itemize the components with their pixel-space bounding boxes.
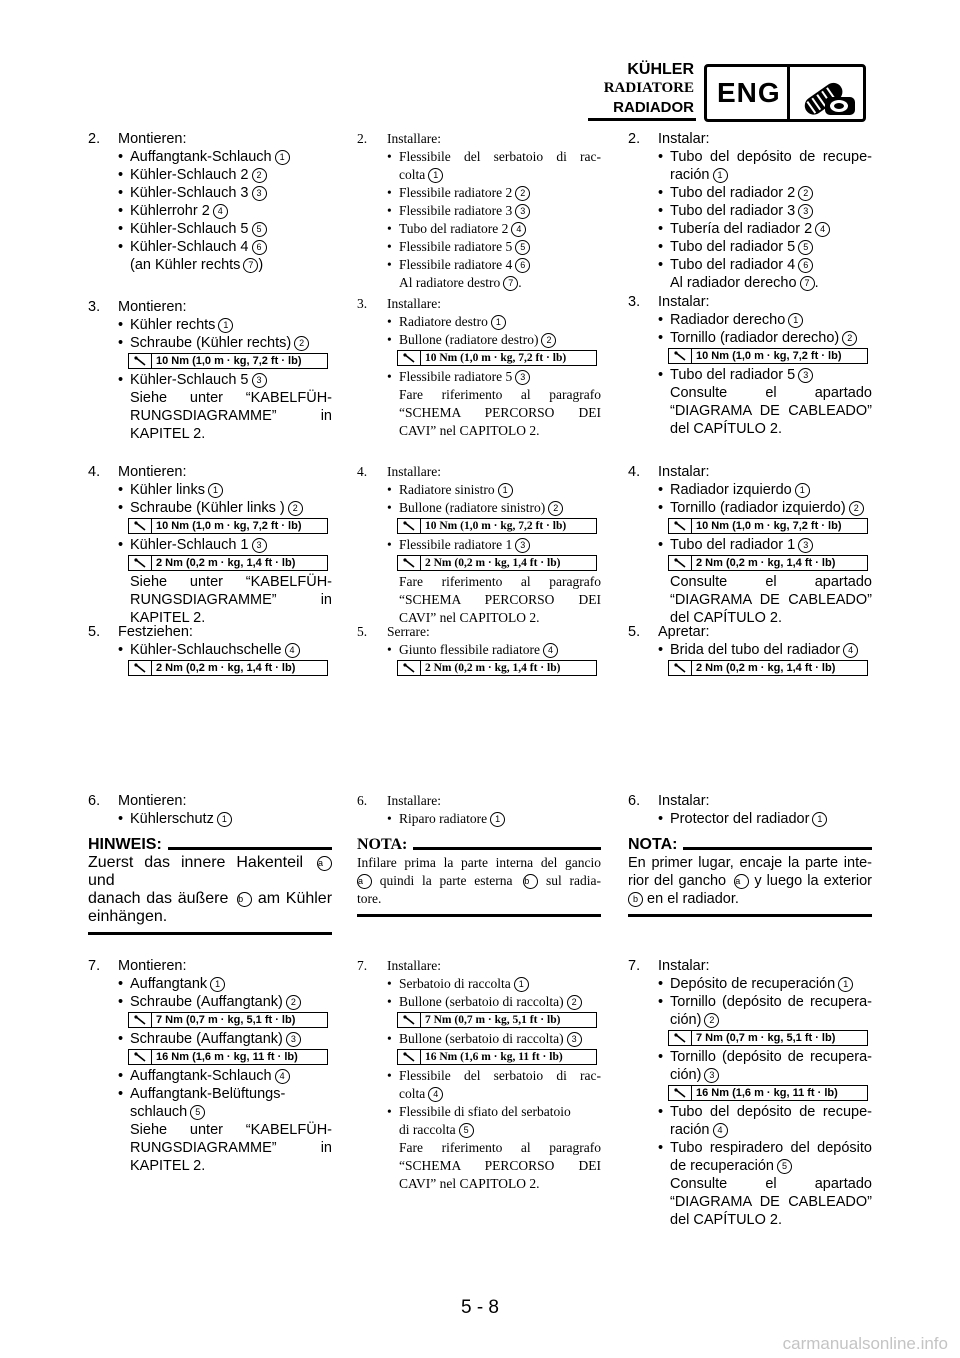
torque-spec: 10 Nm (1,0 m · kg, 7,2 ft · lb) — [668, 348, 868, 364]
torque-wrench-icon — [398, 519, 421, 533]
list-item: • Tubo del depósito de recupe- — [628, 148, 872, 166]
es-step-6 — [628, 792, 872, 917]
reference-text: Consulte el apartado — [670, 574, 872, 590]
callout-3: 3 — [515, 370, 530, 385]
list-item: • Schraube (Auffangtank) 3 — [88, 1030, 332, 1048]
step-title: Instalar: — [658, 793, 710, 809]
list-continuation: de recuperación 5 — [628, 1157, 872, 1175]
callout-5: 5 — [777, 1159, 792, 1174]
it-note: NOTA: Infilare prima la parte interna del gancio a quindi la parte esterna b sul radia- tore. — [357, 836, 601, 917]
es-step-2 — [628, 130, 872, 292]
torque-wrench-icon — [398, 661, 421, 675]
callout-4: 4 — [543, 643, 558, 658]
list-item: • Tornillo (depósito de recupera- — [628, 993, 872, 1011]
reference-text: “DIAGRAMA DE CABLEADO” — [670, 1194, 872, 1210]
list-item: • Tubo del radiador 2 2 — [628, 184, 872, 202]
list-item: • Tornillo (depósito de recupera- — [628, 1048, 872, 1066]
list-item: • Auffangtank-Belüftungs- — [88, 1085, 332, 1103]
it-step-5 — [357, 623, 601, 678]
torque-wrench-icon — [398, 556, 421, 570]
de-step-6 — [88, 792, 332, 935]
list-item: • Kühlerrohr 2 4 — [88, 202, 332, 220]
list-item: • Kühler rechts 1 — [88, 316, 332, 334]
torque-wrench-icon — [669, 519, 692, 533]
torque-wrench-icon — [669, 556, 692, 570]
torque-spec: 7 Nm (0,7 m · kg, 5,1 ft · lb) — [668, 1030, 868, 1046]
step-title: Installare: — [387, 958, 441, 973]
reference-text: Fare riferimento al paragrafo — [399, 1140, 601, 1155]
de-step-7 — [88, 957, 332, 1175]
step-title: Instalar: — [658, 294, 710, 310]
list-item: • Riparo radiatore 1 — [357, 810, 601, 828]
step-number: 3. — [628, 294, 641, 310]
callout-2: 2 — [541, 333, 556, 348]
torque-spec: 16 Nm (1,6 m · kg, 11 ft · lb) — [397, 1049, 597, 1065]
torque-wrench-icon — [669, 1031, 692, 1045]
list-continuation: di raccolta 5 — [357, 1121, 601, 1139]
callout-2: 2 — [286, 995, 301, 1010]
step-number: 4. — [88, 464, 101, 480]
step-title: Installare: — [387, 296, 441, 311]
list-item: • Bullone (serbatoio di raccolta) 3 — [357, 1030, 601, 1048]
torque-wrench-icon — [398, 1013, 421, 1027]
callout-1: 1 — [795, 483, 810, 498]
list-continuation: ción) 2 — [628, 1011, 872, 1029]
callout-6: 6 — [515, 258, 530, 273]
torque-wrench-icon — [669, 661, 692, 675]
reference-text: CAVI” nel CAPITOLO 2. — [399, 610, 540, 625]
es-note: NOTA: En primer lugar, encaje la parte inte- rior del gancho a y luego la exterior b en el radiador. — [628, 836, 872, 917]
torque-wrench-icon — [129, 661, 152, 675]
callout-2: 2 — [842, 331, 857, 346]
torque-spec: 2 Nm (0,2 m · kg, 1,4 ft · lb) — [397, 660, 597, 676]
callout-2: 2 — [849, 501, 864, 516]
torque-spec: 10 Nm (1,0 m · kg, 7,2 ft · lb) — [128, 353, 328, 369]
list-item: • Kühler-Schlauch 4 6 — [88, 238, 332, 256]
step-number: 6. — [88, 793, 101, 809]
list-item: • Tubo del radiador 1 3 — [628, 536, 872, 554]
list-item: • Radiatore sinistro 1 — [357, 481, 601, 499]
list-item: • Tubo del depósito de recupe- — [628, 1103, 872, 1121]
callout-a: a — [357, 874, 372, 889]
es-step-7 — [628, 957, 872, 1229]
torque-spec: 16 Nm (1,6 m · kg, 11 ft · lb) — [668, 1085, 868, 1101]
step-title: Montieren: — [118, 131, 187, 147]
list-item: • Flessibile radiatore 1 3 — [357, 536, 601, 554]
step-number: 4. — [357, 464, 368, 479]
section-header — [604, 60, 694, 117]
reference-text: del CAPÍTULO 2. — [670, 1212, 783, 1228]
step-title: Apretar: — [658, 624, 710, 640]
title-es: RADIADOR — [613, 99, 694, 116]
it-step-4 — [357, 463, 601, 627]
torque-spec: 2 Nm (0,2 m · kg, 1,4 ft · lb) — [668, 555, 868, 571]
list-item: • Radiatore destro 1 — [357, 313, 601, 331]
list-item: • Flessibile del serbatoio di rac- — [357, 1067, 601, 1085]
list-continuation: (an Kühler rechts 7 ) — [130, 257, 264, 273]
list-item: • Kühler-Schlauch 1 3 — [88, 536, 332, 554]
es-step-5 — [628, 623, 872, 678]
callout-4: 4 — [511, 222, 526, 237]
torque-spec: 10 Nm (1,0 m · kg, 7,2 ft · lb) — [668, 518, 868, 534]
title-it: RADIATORE — [603, 80, 694, 96]
step-number: 5. — [357, 624, 368, 639]
step-title: Instalar: — [658, 464, 710, 480]
callout-5: 5 — [798, 240, 813, 255]
callout-5: 5 — [459, 1123, 474, 1138]
torque-spec: 10 Nm (1,0 m · kg, 7,2 ft · lb) — [397, 350, 597, 366]
reference-text: del CAPÍTULO 2. — [670, 421, 783, 437]
callout-2: 2 — [294, 336, 309, 351]
list-item: • Flessibile radiatore 2 2 — [357, 184, 601, 202]
step-number: 5. — [88, 624, 101, 640]
step-number: 5. — [628, 624, 641, 640]
reference-text: “SCHEMA PERCORSO DEI — [399, 1158, 601, 1173]
callout-3: 3 — [515, 204, 530, 219]
torque-wrench-icon — [398, 351, 421, 365]
list-item: • Bullone (radiatore destro) 2 — [357, 331, 601, 349]
engine-chapter-badge — [704, 64, 866, 122]
list-item: • Kühler-Schlauch 5 5 — [88, 220, 332, 238]
callout-1: 1 — [208, 483, 223, 498]
list-item: • Tornillo (radiador derecho) 2 — [628, 329, 872, 347]
callout-3: 3 — [252, 373, 267, 388]
callout-2: 2 — [567, 995, 582, 1010]
it-step-6 — [357, 792, 601, 917]
reference-text: CAVI” nel CAPITOLO 2. — [399, 1176, 540, 1191]
callout-5: 5 — [252, 222, 267, 237]
es-step-3 — [628, 293, 872, 438]
callout-b: b — [628, 892, 643, 907]
list-item: • Kühlerschutz 1 — [88, 810, 332, 828]
title-de: KÜHLER — [627, 61, 694, 78]
callout-3: 3 — [515, 538, 530, 553]
list-item: • Flessibile del serbatoio di rac- — [357, 148, 601, 166]
step-title: Installare: — [387, 131, 441, 146]
callout-2: 2 — [288, 501, 303, 516]
callout-1: 1 — [428, 168, 443, 183]
list-item: • Bullone (radiatore sinistro) 2 — [357, 499, 601, 517]
torque-spec: 10 Nm (1,0 m · kg, 7,2 ft · lb) — [128, 518, 328, 534]
callout-2: 2 — [515, 186, 530, 201]
note-heading: NOTA: — [357, 836, 408, 853]
list-item: • Schraube (Kühler links ) 2 — [88, 499, 332, 517]
de-note: HINWEIS: Zuerst das innere Hakenteil a und danach das äußere b am Kühler einhängen. — [88, 836, 332, 935]
it-step-3 — [357, 295, 601, 440]
callout-1: 1 — [275, 150, 290, 165]
callout-6: 6 — [798, 258, 813, 273]
list-item: • Flessibile radiatore 4 6 — [357, 256, 601, 274]
callout-4: 4 — [843, 643, 858, 658]
torque-spec: 2 Nm (0,2 m · kg, 1,4 ft · lb) — [128, 555, 328, 571]
step-number: 7. — [357, 958, 368, 973]
list-item: • Tornillo (radiador izquierdo) 2 — [628, 499, 872, 517]
step-title: Instalar: — [658, 131, 710, 147]
reference-text: RUNGSDIAGRAMME” in — [130, 592, 332, 608]
list-continuation: ración 4 — [628, 1121, 872, 1139]
list-item: • Kühler-Schlauch 5 3 — [88, 371, 332, 389]
callout-4: 4 — [713, 1123, 728, 1138]
list-continuation: Al radiatore destro 7 . — [399, 275, 522, 290]
list-item: • Kühler links 1 — [88, 481, 332, 499]
callout-1: 1 — [838, 977, 853, 992]
list-item: • Auffangtank 1 — [88, 975, 332, 993]
callout-1: 1 — [514, 977, 529, 992]
callout-1: 1 — [210, 977, 225, 992]
reference-text: Siehe unter “KABELFÜH- — [130, 390, 332, 406]
list-item: • Kühler-Schlauch 3 3 — [88, 184, 332, 202]
header-rule — [588, 118, 696, 121]
de-step-3 — [88, 298, 332, 443]
reference-text: Siehe unter “KABELFÜH- — [130, 574, 332, 590]
list-continuation: colta 4 — [357, 1085, 601, 1103]
step-title: Installare: — [387, 464, 441, 479]
torque-wrench-icon — [129, 519, 152, 533]
callout-2: 2 — [548, 501, 563, 516]
it-step-2 — [357, 130, 601, 292]
list-continuation: schlauch 5 — [88, 1103, 332, 1121]
torque-wrench-icon — [398, 1050, 421, 1064]
list-item: • Schraube (Kühler rechts) 2 — [88, 334, 332, 352]
list-item: • Tubo del radiatore 2 4 — [357, 220, 601, 238]
torque-spec: 16 Nm (1,6 m · kg, 11 ft · lb) — [128, 1049, 328, 1065]
callout-b: b — [523, 874, 538, 889]
step-number: 3. — [357, 296, 368, 311]
callout-4: 4 — [428, 1087, 443, 1102]
list-item: • Auffangtank-Schlauch 1 — [88, 148, 332, 166]
step-number: 2. — [628, 131, 641, 147]
torque-spec: 10 Nm (1,0 m · kg, 7,2 ft · lb) — [397, 518, 597, 534]
list-continuation: ración 1 — [628, 166, 872, 184]
de-step-2 — [88, 130, 332, 274]
reference-text: RUNGSDIAGRAMME” in — [130, 1140, 332, 1156]
callout-4: 4 — [285, 643, 300, 658]
reference-text: “SCHEMA PERCORSO DEI — [399, 592, 601, 607]
reference-text: RUNGSDIAGRAMME” in — [130, 408, 332, 424]
callout-4: 4 — [815, 222, 830, 237]
torque-spec: 2 Nm (0,2 m · kg, 1,4 ft · lb) — [128, 660, 328, 676]
step-number: 4. — [628, 464, 641, 480]
list-item: • Tubo del radiador 5 5 — [628, 238, 872, 256]
torque-spec: 7 Nm (0,7 m · kg, 5,1 ft · lb) — [397, 1012, 597, 1028]
step-number: 6. — [628, 793, 641, 809]
callout-3: 3 — [798, 368, 813, 383]
list-continuation: ción) 3 — [628, 1066, 872, 1084]
callout-7: 7 — [243, 258, 258, 273]
callout-5: 5 — [190, 1105, 205, 1120]
callout-1: 1 — [218, 318, 233, 333]
callout-3: 3 — [252, 186, 267, 201]
watermark: carmanualsonline.info — [782, 1334, 948, 1353]
list-item: • Protector del radiador 1 — [628, 810, 872, 828]
list-item: • Radiador derecho 1 — [628, 311, 872, 329]
step-number: 2. — [357, 131, 368, 146]
list-item: • Flessibile radiatore 5 5 — [357, 238, 601, 256]
reference-text: KAPITEL 2. — [130, 610, 206, 626]
page-number: 5 - 8 — [460, 1297, 500, 1318]
list-item: • Schraube (Auffangtank) 2 — [88, 993, 332, 1011]
callout-6: 6 — [252, 240, 267, 255]
callout-4: 4 — [275, 1069, 290, 1084]
callout-5: 5 — [515, 240, 530, 255]
reference-text: KAPITEL 2. — [130, 426, 206, 442]
lang-label: ENG — [717, 77, 781, 108]
callout-1: 1 — [491, 315, 506, 330]
torque-wrench-icon — [129, 1050, 152, 1064]
callout-a: a — [734, 874, 749, 889]
reference-text: Siehe unter “KABELFÜH- — [130, 1122, 332, 1138]
reference-text: “DIAGRAMA DE CABLEADO” — [670, 403, 872, 419]
torque-wrench-icon — [669, 1086, 692, 1100]
reference-text: Fare riferimento al paragrafo — [399, 387, 601, 402]
callout-2: 2 — [798, 186, 813, 201]
callout-3: 3 — [704, 1068, 719, 1083]
callout-3: 3 — [567, 1032, 582, 1047]
callout-7: 7 — [503, 276, 518, 291]
radiator-wrench-icon — [795, 71, 863, 119]
torque-spec: 2 Nm (0,2 m · kg, 1,4 ft · lb) — [397, 555, 597, 571]
step-number: 3. — [88, 299, 101, 315]
reference-text: CAVI” nel CAPITOLO 2. — [399, 423, 540, 438]
torque-spec: 2 Nm (0,2 m · kg, 1,4 ft · lb) — [668, 660, 868, 676]
list-item: • Flessibile radiatore 3 3 — [357, 202, 601, 220]
callout-3: 3 — [798, 538, 813, 553]
list-item: • Flessibile di sfiato del serbatoio — [357, 1103, 601, 1121]
step-number: 7. — [628, 958, 641, 974]
list-item: • Giunto flessibile radiatore 4 — [357, 641, 601, 659]
torque-wrench-icon — [129, 556, 152, 570]
list-item: • Tubo del radiador 4 6 — [628, 256, 872, 274]
reference-text: KAPITEL 2. — [130, 1158, 206, 1174]
callout-4: 4 — [213, 204, 228, 219]
step-title: Montieren: — [118, 464, 187, 480]
de-step-4 — [88, 463, 332, 627]
list-item: • Tubería del radiador 2 4 — [628, 220, 872, 238]
it-step-7 — [357, 957, 601, 1193]
callout-1: 1 — [498, 483, 513, 498]
reference-text: del CAPÍTULO 2. — [670, 610, 783, 626]
callout-1: 1 — [217, 812, 232, 827]
step-title: Installare: — [387, 793, 441, 808]
list-item: • Flessibile radiatore 5 3 — [357, 368, 601, 386]
reference-text: “DIAGRAMA DE CABLEADO” — [670, 592, 872, 608]
list-item: • Kühler-Schlauchschelle 4 — [88, 641, 332, 659]
badge-divider — [787, 67, 790, 119]
note-heading: HINWEIS: — [88, 836, 162, 853]
callout-1: 1 — [788, 313, 803, 328]
callout-3: 3 — [286, 1032, 301, 1047]
callout-2: 2 — [252, 168, 267, 183]
step-title: Instalar: — [658, 958, 710, 974]
step-title: Montieren: — [118, 958, 187, 974]
step-title: Serrare: — [387, 624, 430, 639]
reference-text: Consulte el apartado — [670, 1176, 872, 1192]
step-number: 7. — [88, 958, 101, 974]
list-item: • Serbatoio di raccolta 1 — [357, 975, 601, 993]
step-title: Montieren: — [118, 793, 187, 809]
torque-wrench-icon — [669, 349, 692, 363]
list-item: • Radiador izquierdo 1 — [628, 481, 872, 499]
reference-text: Fare riferimento al paragrafo — [399, 574, 601, 589]
callout-1: 1 — [713, 168, 728, 183]
note-heading: NOTA: — [628, 836, 678, 853]
list-item: • Tubo del radiador 3 3 — [628, 202, 872, 220]
callout-3: 3 — [252, 538, 267, 553]
callout-2: 2 — [704, 1013, 719, 1028]
callout-1: 1 — [490, 812, 505, 827]
torque-wrench-icon — [129, 1013, 152, 1027]
callout-1: 1 — [812, 812, 827, 827]
list-item: • Auffangtank-Schlauch 4 — [88, 1067, 332, 1085]
reference-text: “SCHEMA PERCORSO DEI — [399, 405, 601, 420]
callout-7: 7 — [800, 276, 815, 291]
list-item: • Kühler-Schlauch 2 2 — [88, 166, 332, 184]
step-number: 2. — [88, 131, 101, 147]
es-step-4 — [628, 463, 872, 627]
torque-wrench-icon — [129, 354, 152, 368]
list-continuation: Al radiador derecho 7 . — [670, 275, 819, 291]
list-continuation: colta 1 — [357, 166, 601, 184]
callout-a: a — [317, 856, 332, 871]
list-item: • Depósito de recuperación 1 — [628, 975, 872, 993]
step-title: Montieren: — [118, 299, 187, 315]
step-title: Festziehen: — [118, 624, 193, 640]
reference-text: Consulte el apartado — [670, 385, 872, 401]
list-item: • Bullone (serbatoio di raccolta) 2 — [357, 993, 601, 1011]
torque-spec: 7 Nm (0,7 m · kg, 5,1 ft · lb) — [128, 1012, 328, 1028]
de-step-5 — [88, 623, 332, 678]
list-item: • Brida del tubo del radiador 4 — [628, 641, 872, 659]
callout-3: 3 — [798, 204, 813, 219]
list-item: • Tubo del radiador 5 3 — [628, 366, 872, 384]
callout-b: b — [237, 892, 252, 907]
step-number: 6. — [357, 793, 368, 808]
list-item: • Tubo respiradero del depósito — [628, 1139, 872, 1157]
